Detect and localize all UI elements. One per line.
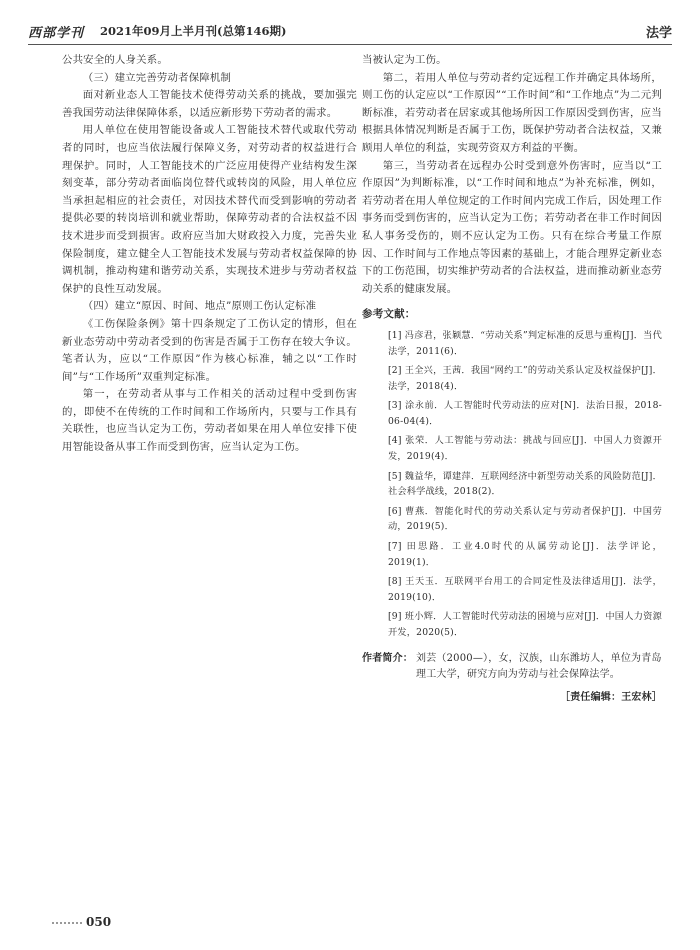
reference-item: [2] 王全兴，王茜．我国“网约工”的劳动关系认定及权益保护[J]．法学，2018(4)． bbox=[388, 365, 662, 392]
reference-item: [3] 涂永前．人工智能时代劳动法的应对[N]．法治日报，2018-06-04(4)． bbox=[388, 400, 662, 427]
author-label: 作者简介： bbox=[362, 652, 413, 664]
paragraph: 《工伤保险条例》第十四条规定了工伤认定的情形，但在新业态劳动中劳动者受到的伤害是否属于工伤存在较大争议。笔者认为，应以“工作原因”作为核心标准，辅之以“工作时间”与“工作场所”双重判定标准。 bbox=[62, 317, 357, 383]
right-column bbox=[362, 52, 662, 706]
reference-item: [4] 张荣．人工智能与劳动法：挑战与回应[J]．中国人力资源开发，2019(4)． bbox=[388, 435, 662, 463]
editor-note: ［责任编辑：王宏林］ bbox=[560, 691, 662, 703]
left-column bbox=[62, 52, 357, 457]
paragraph: 第一，在劳动者从事与工作相关的活动过程中受到伤害的，即使不在传统的工作时间和工作场所内，只要与工作具有关联性，也应当认定为工伤，劳动者如果在用人单位安排下使用智能设备从事工作而受到伤害，应当认定为工伤。 bbox=[62, 388, 357, 454]
author-text: 刘芸（2000—），女，汉族，山东潍坊人，单位为青岛理工大学，研究方向为劳动与社会保障法学。 bbox=[416, 652, 662, 680]
subheading: （三）建立完善劳动者保障机制 bbox=[82, 71, 232, 84]
references-title: 参考文献： bbox=[362, 308, 416, 321]
issue-info: 2021年09月上半月刊(总第146期) bbox=[100, 24, 287, 38]
section-label: 法学 bbox=[645, 26, 672, 41]
reference-item: [7] 田思路．工业4.0时代的从属劳动论[J]．法学评论，2019(1)． bbox=[388, 541, 662, 568]
reference-item: [5] 魏益华，谭建萍．互联网经济中新型劳动关系的风险防范[J]．社会科学战线，2018(2)． bbox=[388, 470, 662, 498]
reference-list bbox=[362, 328, 662, 641]
reference-item: [9] 班小辉．人工智能时代劳动法的困境与应对[J]．中国人力资源开发，2020(5)． bbox=[388, 611, 662, 638]
reference-item: [6] 曹燕．智能化时代的劳动关系认定与劳动者保护[J]．中国劳动，2019(5)． bbox=[388, 505, 662, 533]
page-number-decoration bbox=[52, 922, 82, 926]
reference-item: [1] 冯彦君，张颖慧．“劳动关系”判定标准的反思与重构[J]．当代法学，2011(6)． bbox=[388, 329, 662, 357]
reference-item: [8] 王天玉．互联网平台用工的合同定性及法律适用[J]．法学，2019(10)． bbox=[388, 576, 662, 603]
paragraph: 第二，若用人单位与劳动者约定远程工作并确定具体场所，则工伤的认定应以“工作原因”“工作时间”和“工作地点”为二元判断标准，若劳动者在居家或其他场所因工作原因受到伤害，应当根据具体情况判断是否属于工伤，既保护劳动者合法权益，又兼顾用人单位的利益，实现劳资双方利益的平衡。 bbox=[362, 71, 662, 154]
page-header bbox=[28, 20, 672, 45]
paragraph: 第三，当劳动者在远程办公时受到意外伤害时，应当以“工作原因”为判断标准，以“工作时间和地点”为补充标准，例如，若劳动者在用人单位规定的工作时间内完成工作后，因处理工作事务而受到伤害的，应当认定为工伤；若劳动者在非工作时间因私人事务受伤的，则不应认定为工伤。只有在综合考量工作原因、工作时间与工作地点等因素的基础上，才能合理界定新业态下的工伤范围，切实维护劳动者的合法权益，进而推动新业态劳动关系的健康发展。 bbox=[362, 159, 662, 295]
paragraph: 公共安全的人身关系。 bbox=[62, 54, 168, 66]
page-number: 050 bbox=[86, 915, 112, 929]
paragraph: 用人单位在使用智能设备或人工智能技术替代或取代劳动者的同时，也应当依法履行保障义务，对劳动者的权益进行合理保护。同时，人工智能技术的广泛应用使得产业结构发生深刻变革，部分劳动者面临岗位替代或转岗的风险，用人单位应当承担起相应的社会责任，对因技术替代而受到影响的劳动者提供必要的转岗培训和就业帮助，保障劳动者的合法权益不因技术进步而受到损害。政府应当加大财政投入力度，完善失业保险制度，建立健全人工智能技术发展与劳动者权益保障的协调机制，推动构建和谐劳动关系，实现技术进步与劳动者权益保护的良性互动发展。 bbox=[62, 124, 357, 295]
paragraph: 面对新业态人工智能技术使得劳动关系的挑战，要加强完善我国劳动法律保障体系，以适应新形势下劳动者的需求。 bbox=[62, 89, 357, 119]
paragraph: 当被认定为工伤。 bbox=[362, 54, 447, 66]
subheading: （四）建立“原因、时间、地点”原则工伤认定标准 bbox=[82, 300, 317, 313]
journal-logo: 西部学刊 bbox=[28, 26, 85, 41]
author-info bbox=[362, 651, 662, 683]
